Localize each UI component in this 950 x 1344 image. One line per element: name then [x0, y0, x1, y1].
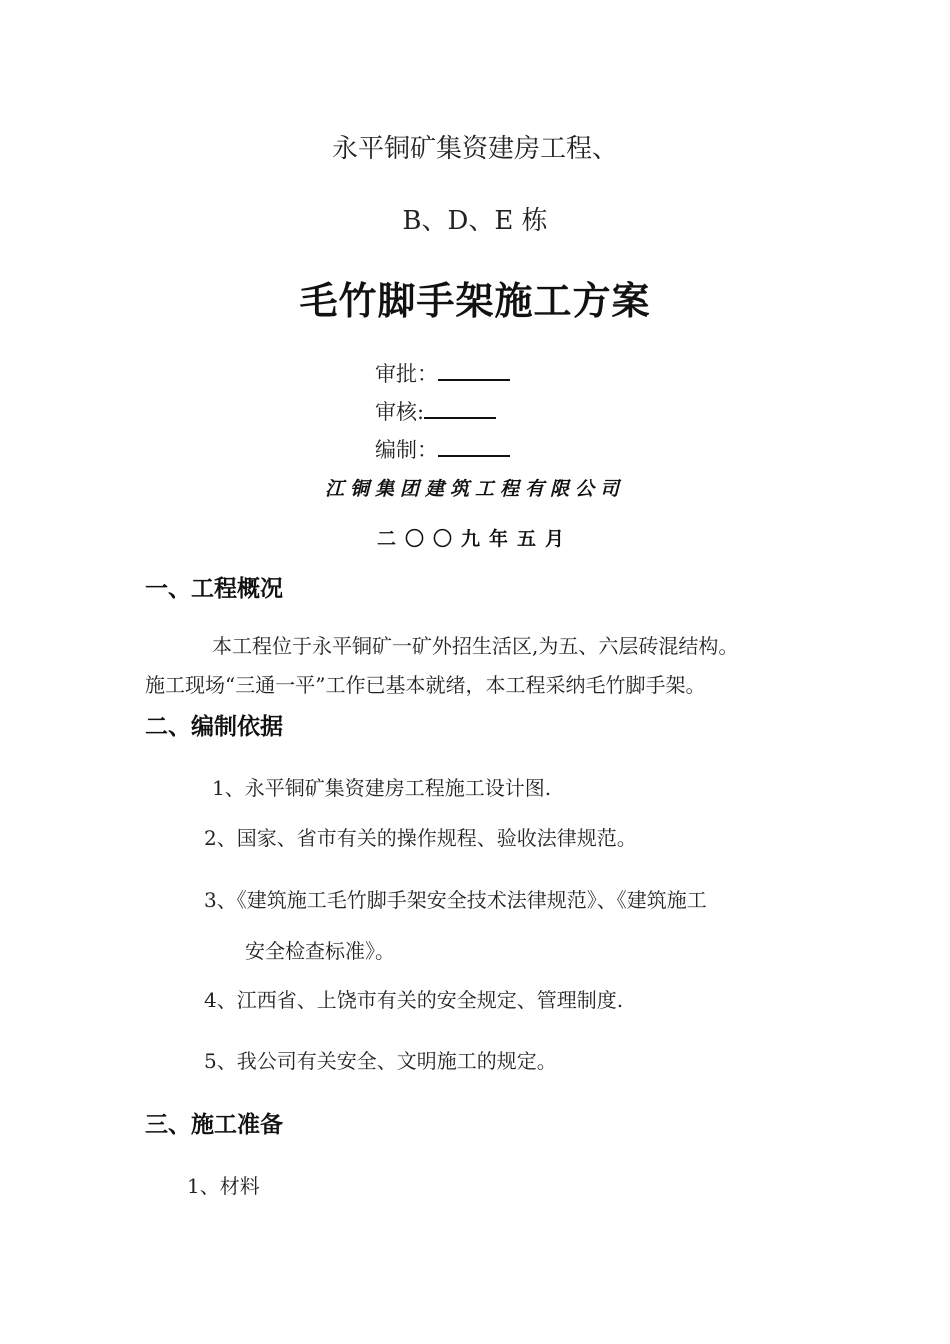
- title-project-name: 永平铜矿集资建房工程、: [331, 134, 618, 164]
- review-blank-line: [424, 397, 496, 419]
- section-heading-basis: 二、编制依据: [145, 714, 283, 740]
- overview-paragraph-line2: 施工现场“三通一平”工作已基本就绪，本工程采纳毛竹脚手架。: [145, 673, 706, 697]
- document-date: 二〇〇九年五月: [376, 528, 573, 550]
- basis-item: 4、江西省、上饶市有关的安全规定、管理制度.: [204, 988, 624, 1012]
- review-row: [375, 396, 496, 426]
- compile-row: [375, 434, 510, 464]
- approve-row: [375, 358, 510, 388]
- basis-item: 5、我公司有关安全、文明施工的规定。: [204, 1049, 557, 1073]
- compile-label: 编制：: [375, 438, 438, 462]
- basis-item: 2、国家、省市有关的操作规程、验收法律规范。: [204, 826, 637, 850]
- document-title: 毛竹脚手架施工方案: [299, 278, 651, 323]
- section-heading-preparation: 三、施工准备: [145, 1112, 283, 1138]
- approve-blank-line: [438, 359, 510, 381]
- preparation-item: 1、材料: [187, 1174, 260, 1198]
- basis-item: 3、《建筑施工毛竹脚手架安全技术法律规范》、《建筑施工: [204, 888, 707, 912]
- overview-paragraph-line1: 本工程位于永平铜矿一矿外招生活区,为五、六层砖混结构。: [212, 634, 739, 658]
- approve-label: 审批：: [375, 362, 438, 386]
- review-label: 审核:: [375, 400, 425, 424]
- title-buildings: B、D、E 栋: [402, 206, 548, 236]
- section-heading-overview: 一、工程概况: [145, 576, 283, 602]
- basis-item-continuation: 安全检查标准》。: [245, 939, 395, 963]
- compile-blank-line: [438, 435, 510, 457]
- company-name: 江铜集团建筑工程有限公司: [324, 478, 625, 500]
- basis-item: 1、永平铜矿集资建房工程施工设计图.: [212, 776, 552, 800]
